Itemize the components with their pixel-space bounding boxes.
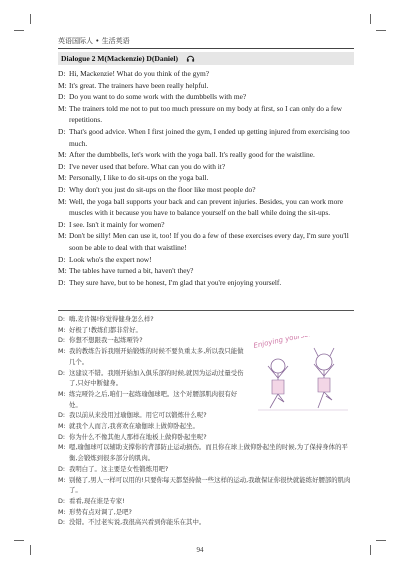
- line-text: 练完哑铃之后,咱们一起练瑜伽球吧。这个对腰部肌肉很有好处。: [69, 389, 238, 409]
- speaker-label: D:: [58, 336, 66, 345]
- speaker-label: M:: [58, 80, 67, 90]
- speaker-label: D:: [58, 496, 66, 505]
- line-text: 你想不想跟我一起练哑铃?: [69, 336, 143, 345]
- translation-line: [58, 325, 354, 336]
- line-text: They sure have, but to be honest, I'm glad that you're enjoying yourself.: [69, 277, 282, 287]
- dialogue-line: [58, 149, 354, 161]
- line-text: 嗯,瑜伽球可以辅助支撑你的背部防止运动损伤。而且你在球上做仰卧起坐的时候,为了保持身体的平衡,会锻炼到很多部分的肌肉。: [69, 443, 348, 463]
- speaker-label: M:: [58, 103, 67, 113]
- translation-line: [58, 432, 354, 443]
- line-text: Why don't you just do sit-ups on the floor like most people do?: [69, 184, 256, 194]
- line-text: Don't be silly! Men can use it, too! If you do a few of these exercises every day, I'm sure you'll soon be able to deal with that waistline!: [69, 231, 349, 252]
- speaker-label: D:: [58, 161, 66, 171]
- line-text: Look who's the expert now!: [69, 254, 152, 264]
- speaker-label: M:: [58, 507, 66, 516]
- dialogue-line: [58, 265, 354, 277]
- line-text: I see. Isn't it mainly for women?: [69, 219, 165, 229]
- dialogue-line: [58, 68, 354, 80]
- yoga-illustration: [248, 336, 356, 414]
- line-text: Do you want to do some work with the dumbbells with me?: [69, 92, 247, 102]
- speaker-label: M:: [58, 173, 67, 183]
- speaker-label: D:: [58, 254, 66, 264]
- speaker-label: M:: [58, 422, 66, 431]
- speaker-label: D:: [58, 432, 66, 441]
- dialogue-heading: Dialogue 2 M(Mackenzie) D(Daniel): [61, 54, 179, 63]
- translation-line: [58, 442, 354, 463]
- speaker-label: M:: [58, 443, 66, 452]
- speaker-label: D:: [58, 464, 66, 473]
- dialogue-line: [58, 277, 354, 289]
- dialogue-line: [58, 196, 354, 219]
- illustration-caption: Enjoying yourself: [252, 336, 314, 350]
- page-number: 94: [196, 546, 204, 554]
- dialogue-line: [58, 254, 354, 266]
- translation-line: [58, 421, 354, 432]
- speaker-label: M:: [58, 196, 67, 206]
- line-text: 我的教练告诉我刚开始锻炼的时候不要负重太多,所以我只能做几个。: [69, 347, 244, 366]
- line-text: Hi, Mackenzie! What do you think of the gym?: [69, 69, 210, 78]
- dialogue-line: [58, 126, 354, 149]
- speaker-label: D:: [58, 277, 66, 287]
- dialogue-line: [58, 230, 354, 253]
- translation-line: [58, 475, 354, 496]
- dialogue-line: [58, 172, 354, 184]
- line-text: Well, the yoga ball supports your back and can prevent injuries. Besides, you can work more muscles with it because you have to balance yourself on the ball while doing the sit-ups.: [69, 196, 344, 218]
- speaker-label: M:: [58, 325, 66, 334]
- translation-line: [58, 314, 354, 325]
- speaker-label: M:: [58, 231, 67, 241]
- line-text: Personally, I like to do sit-ups on the yoga ball.: [69, 173, 209, 183]
- line-text: The trainers told me not to put too much pressure on my body at first, so I can only do a few repetitions.: [69, 103, 342, 125]
- line-text: That's good advice. When I first joined the gym, I ended up getting injured from exercising too much.: [69, 126, 350, 148]
- line-text: The tables have turned a bit, haven't they?: [69, 266, 194, 276]
- dialogue-line: [58, 91, 354, 103]
- line-text: 看看,现在谁是专家!: [69, 496, 125, 505]
- line-text: 好极了!教练们都非常好。: [69, 325, 142, 334]
- header-divider: [58, 48, 354, 49]
- dialogue-line: [58, 184, 354, 196]
- line-text: 这建议不错。我刚开始加入俱乐部的时候,就因为运动过量受伤了,只好中断健身。: [69, 368, 244, 388]
- speaker-label: D:: [58, 92, 66, 102]
- line-text: 我以前从来没用过瑜伽球。用它可以锻炼什么呢?: [69, 411, 207, 420]
- line-text: 别傻了,男人一样可以用的!只要你每天都坚持做一些这样的运动,我敢保证你很快就能练好腰部的肌肉了。: [69, 475, 351, 495]
- speaker-label: M:: [58, 347, 66, 356]
- english-dialogue: [58, 68, 354, 288]
- section-divider: [58, 310, 354, 311]
- speaker-label: D:: [58, 518, 66, 527]
- translation-line: [58, 464, 354, 475]
- speaker-label: M:: [58, 266, 67, 276]
- speaker-label: D:: [58, 368, 66, 377]
- translation-line: [58, 496, 354, 507]
- speaker-label: D:: [58, 411, 66, 420]
- line-text: 没错。不过老实说,我很高兴看到你能乐在其中。: [69, 518, 206, 527]
- line-text: I've never used that before. What can you do with it?: [69, 161, 226, 171]
- headphones-icon: [186, 54, 195, 63]
- line-text: 就我个人而言,我喜欢在瑜伽球上做仰卧起坐。: [69, 422, 199, 431]
- line-text: 你为什么不像其他人那样在地板上做仰卧起坐呢?: [69, 432, 207, 441]
- dialogue-line: [58, 219, 354, 231]
- line-text: After the dumbbells, let's work with the yoga ball. It's really good for the waistline.: [69, 150, 315, 160]
- dialogue-heading-bar: [58, 52, 354, 65]
- dialogue-line: [58, 103, 354, 126]
- speaker-label: D:: [58, 69, 66, 78]
- speaker-label: M:: [58, 389, 66, 398]
- speaker-label: M:: [58, 475, 66, 484]
- line-text: 嗨,麦肯锡!你觉得健身怎么样?: [69, 315, 154, 323]
- running-header: 英语国际人 • 生活英语: [58, 37, 130, 45]
- yoga-figures-drawing: [248, 336, 356, 414]
- line-text: 我明白了。这主要是女性锻炼用吧?: [69, 464, 169, 473]
- speaker-label: M:: [58, 150, 67, 160]
- speaker-label: D:: [58, 315, 66, 323]
- line-text: It's great. The trainers have been really helpful.: [69, 80, 209, 90]
- translation-line: [58, 507, 354, 518]
- speaker-label: D:: [58, 219, 66, 229]
- translation-line: [58, 517, 354, 528]
- dialogue-line: [58, 161, 354, 173]
- speaker-label: D:: [58, 184, 66, 194]
- dialogue-line: [58, 80, 354, 92]
- speaker-label: D:: [58, 126, 66, 136]
- line-text: 形势有点对调了,是吧?: [69, 507, 132, 516]
